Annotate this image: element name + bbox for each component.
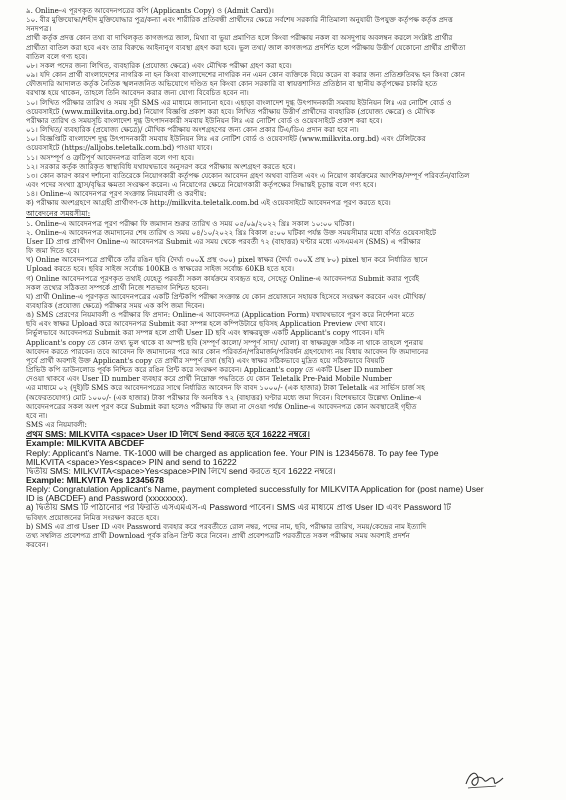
text-line: পূর্বে প্রার্থী অবশ্যই উক্ত Applicant's copy তে প্রার্থীর সম্পূর্ণ তথ্য (ছবি) এবং স্বাক্ষর সঠিকভাবে মুদ্রিত হয়ে সঠিকভাবে বিষয়টি (26, 355, 385, 365)
text-line: তথ্য সম্বলিত প্রবেশপত্র প্রার্থী Download পূর্বক রঙিন প্রিন্ট করে নিবেন। প্রার্থী প্রবেশপত্রটি পরবর্তীতে সকল পরীক্ষায় সময় অবশ্যই প্রদর্শন (26, 530, 410, 540)
text-line: আবেদনপত্রের সকল অংশ পূরণ করে Submit করা হলেও পরীক্ষার ফি জমা না দেওয়া পর্যন্ত Online-এ আবেদনপত্র কোন অবস্থাতেই গৃহীত (26, 401, 417, 411)
text-line: ফৌজদারি আদালত কর্তৃক নৈতিক স্খলনজনিত অভিযোগে দণ্ডিত হন কিংবা কোন সরকারি বা স্বায়ত্তশাসিত প্রতিষ্ঠান বা স্থানীয় কর্তৃপক্ষের চাকরি হতে (26, 79, 438, 89)
text-line: ০৯। যদি কোন প্রার্থী বাংলাদেশের নাগরিক না হন কিংবা বাংলাদেশের নাগরিক নন এমন কোন ব্যক্তিকে বিয়ে করেন বা করার জন্য প্রতিশ্রুতিবদ্ধ হন কিংবা কোন (26, 70, 465, 80)
section-heading: আবেদনের সময়সীমা: (26, 209, 91, 219)
text-line: ক) পরীক্ষায় অংশগ্রহণে আগ্রহী প্রার্থীগণ-কে http://milkvita.teletalk.com.bd এই ওয়েবসাইটে আবেদনপত্র পূরণ করতে হবে। (26, 198, 391, 208)
text-line: ভবিষ্যৎ প্রয়োজনের নিমিত্ত সংরক্ষণ করতে হবে। (26, 512, 160, 522)
sms-rules-heading: প্রথম SMS: MILKVITA <space> User ID লিখে Send করতে হবে 16222 নম্বরে। (26, 430, 310, 440)
text-line: আবেদন করতে পারবেন। তবে আবেদন ফি জমাদানের পরে আর কোন পরিবর্তন/পরিমার্জন/পরিবর্ধন গ্রহণযোগ্য নয় বিধায় আবেদন ফি জমাদানের (26, 346, 429, 356)
text-line: বাতিল বলে গণ্য হবে। (26, 51, 88, 61)
text-line: প্রার্থী কর্তৃক প্রদত্ত কোন তথ্য বা দাখিলকৃত কাগজপত্র জাল, মিথ্যা বা ভুয়া প্রমাণিত হলে কিংবা পরীক্ষায় নকল বা অসদুপায় অবলম্বন করলে সংশ্লিষ্ট প্রার্থীর (26, 33, 453, 43)
example-line: Reply: Congratulation Applicant's Name, payment completed successfully for MILKVITA Application for (post name) User (26, 485, 484, 495)
text-line: ফি জমা দিতে হবে। (26, 246, 80, 256)
text-line: SMS এর নিয়মাবলী: (26, 420, 87, 430)
text-line: ছবি এবং স্বাক্ষর Upload করে আবেদনপত্র Submit করা সম্পন্ন হলে কম্পিউটারে ছবিসহ Application Preview দেখা যাবে। (26, 319, 386, 329)
text-line: ব্যবহারিক (প্রযোজ্য ক্ষেত্রে) পরীক্ষার সময় এক কপি জমা দিবেন। (26, 301, 205, 310)
text-line: ওয়েবসাইটে (www.milkvita.org.bd) নিয়োগ বিজ্ঞপ্তি প্রকাশ করা হবে। লিখিত পরীক্ষায় উত্তীর্ণ প্রার্থীদের ব্যবহারিক (প্রযোজ্য ক্ষেত্রে) ও মৌখিক (26, 106, 435, 116)
signature-icon (462, 766, 504, 792)
text-line: হবে না। (26, 410, 48, 420)
text-line: সকল তথ্যের সঠিকতা সম্পর্কে প্রার্থী নিজে শতভাগ নিশ্চিত হবেন। (26, 282, 209, 292)
text-line: ৯. Online-এ পূরণকৃত আবেদনপত্রের কপি (Applicants Copy) ও (Admit Card)। (26, 6, 274, 15)
text-line: Applicant's copy তে কোন তথ্য ভুল থাকে বা অস্পষ্ট ছবি (সম্পূর্ণ কালো/ সম্পূর্ণ সাদা/ ঘোলা) বা স্বাক্ষরযুক্ত সঠিক না থাকে তাহলে পুনরায় (26, 337, 424, 347)
text-line: ১৪। Online-এ আবেদনপত্র পূরণ সংক্রান্ত নিয়মাবলী ও করণীয়: (26, 189, 207, 199)
text-line: ০১। লিখিত/ ব্যবহারিক (প্রযোজ্য ক্ষেত্রে)/ মৌখিক পরীক্ষায় অংশগ্রহণের জন্য কোন প্রকার টিএ/ডিএ প্রদান করা হবে না। (26, 125, 359, 135)
text-line: গ) Online আবেদনপত্রে পূরণকৃত তথ্যই যেহেতু পরবর্তী সকল কার্যক্রমে ব্যবহৃত হবে, সেহেতু Online-এ আবেদনপত্র Submit করার পূর্বেই (26, 273, 420, 283)
text-line: পরীক্ষার তারিখ ও সময়সূচি বাংলাদেশ দুগ্ধ উৎপাদনকারী সমবায় ইউনিয়ন লিঃ এর নোটিশ বোর্ড ও ওয়েবসাইটে প্রকাশ করা হবে। (26, 115, 383, 125)
text-line: ঙ) SMS প্রেরণের নিয়মাবলী ও পরীক্ষার ফি প্রদান: Online-এ আবেদনপত্র (Application Form) যথাযথভাবে পূরণ করে নির্দেশনা মতে (26, 310, 415, 320)
reply-line: MILKVITA <space>Yes<space> PIN and send to 16222 (26, 457, 237, 467)
text-line: ২. Online-এ আবেদনপত্র জমাদানের শেষ তারিখ ও সময় ০৪/১০/২০২২ খ্রিঃ বিকাল ৫:০০ ঘটিকা পর্যন্ত উক্ত সময়সীমার মধ্যে বর্ণিত ওয়েবসাইটে (26, 227, 437, 237)
text-line: প্রিভিউ কপি ডাউনলোড পূর্বক নিশ্চিত করে রঙিন প্রিন্ট করে সংরক্ষণ করবেন। Applicant's copy তে একটি User ID number (26, 365, 393, 375)
text-line: প্রার্থীতা বাতিল করা হবে এবং তার বিরুদ্ধে আইনানুগ ব্যবস্থা গ্রহণ করা হবে। ভুল তথ্য/ জাল কাগজপত্র প্রদর্শিত হলে পরীক্ষায় উত্তীর্ণ যেকোনো প্রার্থীর প্রার্থীতা (26, 42, 466, 52)
text-line: দেওয়া থাকবে এবং User ID number ব্যবহার করে প্রার্থী নিম্নোক্ত পদ্ধতিতে যে কোন Teletalk Pre-Paid Mobile Number (26, 374, 392, 384)
text-line: এবং পদের সংখ্যা হ্রাস/বৃদ্ধির ক্ষমতা সংরক্ষণ করেন। এ নিয়োগের ক্ষেত্রে নিয়োগকারী কর্তৃপক্ষের সিদ্ধান্তই চূড়ান্ত বলে গণ্য হবে। (26, 179, 377, 189)
text-line: ঘ) প্রার্থী Online-এ পূরণকৃত আবেদনপত্রের একটি প্রিন্টকপি পরীক্ষা সংক্রান্ত যে কোন প্রয়োজনে সহায়ক হিসেবে সংরক্ষণ করবেন এবং মৌখিক/ (26, 291, 426, 301)
second-sms-line: Example: MILKVITA Yes 12345678 (26, 475, 164, 485)
text-line: Upload করতে হবে। ছবির সাইজ সর্বোচ্চ 100KB ও স্বাক্ষরের সাইজ সর্বোচ্চ 60KB হতে হবে। (26, 264, 294, 274)
text-line: ১০. বীর মুক্তিযোদ্ধা/শহীদ মুক্তিযোদ্ধার পুত্র/কন্যা এবং শারীরিক প্রতিবন্ধী প্রার্থীদের ক্ষেত্রে সর্বশেষ সরকারি নীতিমালা অনুযায়ী উপযুক্ত কর্তৃপক্ষ কর্তৃক প্রদত্ত (26, 15, 453, 25)
text-line: ওয়েবসাইটে (https://alljobs.teletalk.com.bd) পাওয়া যাবে। (26, 143, 213, 153)
text-line: ১০। লিখিত পরীক্ষার তারিখ ও সময় সূচী SMS এর মাধ্যমে জানানো হবে। এছাড়া বাংলাদেশ দুগ্ধ উৎপাদনকারী সমবায় ইউনিয়ন লিঃ এর নোটিশ বোর্ড ও (26, 97, 452, 107)
text-line: খ) Online আবেদনপত্রে প্রার্থীকে তাঁর রঙিন ছবি (দৈর্ঘ্য ৩০০X প্রস্থ ৩০০) pixel স্বাক্ষর (দৈর্ঘ্য ৩০০X প্রস্থ ৮০) pixel স্থান করে নির্ধারিত স্থানে (26, 255, 428, 265)
text-line: b) SMS এর প্রাপ্ত User ID এবং Password ব্যবহার করে পরবর্তীতে রোল নম্বর, পদের নাম, ছবি, পরীক্ষার তারিখ, সময়/কেন্দ্রের নাম ইত্যাদি (26, 521, 427, 531)
text-line: User ID প্রাপ্ত প্রার্থীগণ Online-এ আবেদনপত্র Submit এর সময় থেকে পরবর্তী ৭২ (বাহাত্তর) ঘণ্টার মধ্যে এসএমএস (SMS) এ পরীক্ষার (26, 236, 421, 246)
text-line: (অফেরতযোগ্য) মোট ১০০০/- (এক হাজার) টাকা পরীক্ষার ফি অনধিক ৭২ (বাহাত্তর) ঘণ্টার মধ্যে জমা দিবেন। বিশেষভাবে উল্লেখ্য Online-এ (26, 392, 422, 402)
text-line: ১০। বিজ্ঞপ্তিটি বাংলাদেশ দুগ্ধ উৎপাদনকারী সমবায় ইউনিয়ন লিঃ এর নোটিশ বোর্ড ও ওয়েবসাইট (www.milkvita.org.bd) এবং টেলিটকের (26, 134, 426, 144)
text-line: নির্ভুলভাবে আবেদনপত্র Submit করা সম্পন্ন হলে প্রার্থী User ID ছবি এবং স্বাক্ষরযুক্ত একটি Applicant's copy পাবেন। যদি (26, 328, 385, 338)
reply-line: a) দ্বিতীয় SMS টি পাঠানোর পর ফিরতি এসএমএস-এ Password পাবেন। SMS এর মাধ্যমে প্রাপ্ত User ID এবং Password টি (26, 503, 451, 513)
text-line: ০৮। সকল পদের জন্য লিখিত, ব্যবহারিক (প্রযোজ্য ক্ষেত্রে) এবং মৌখিক পরীক্ষা গ্রহণ করা হবে। (26, 60, 292, 70)
reply-line: দ্বিতীয় SMS: MILKVITA<space>Yes<space>PIN লিখে send করতে হবে 16222 নম্বরে। (26, 466, 336, 476)
text-line: এর মাধ্যমে ০২ (দুই)টি SMS করে আবেদনপত্রের সাথে নির্ধারিত আবেদন ফি বাবদ ১০০০/- (এক হাজার) টাকা Teletalk এর সার্ভিস চার্জ সহ (26, 383, 425, 393)
reply-line: ID is (ABCDEF) and Password (xxxxxxxx). (26, 494, 188, 504)
text-line: ১৩। কোন কারণ কারণ দর্শানো ব্যতিরেকে নিয়োগকারী কর্তৃপক্ষ যেকোন আবেদন গ্রহণ অথবা বাতিল এবং এ নিয়োগ কার্যক্রমের আংশিক/সম্পূর্ণ পরিবর্তন/বাতিল (26, 170, 470, 180)
text-line: সনদপত্র। (26, 24, 52, 34)
first-sms-line: Example: MILKVITA ABCDEF (26, 439, 145, 449)
text-line: করবেন। (26, 540, 49, 550)
text-line: ১. Online-এ আবেদনপত্র পূরণ পরীক্ষা ফি জমাদান শুরুর তারিখ ও সময় ০৫/০৯/২০২২ খ্রিঃ সকাল ১০:০০ ঘটিকা। (26, 218, 355, 228)
example-line: Reply: Applicant's Name. TK-1000 will be charged as application fee. Your PIN is 12345678. To pay fee Type (26, 448, 439, 458)
text-line: ১২। সরকার কর্তৃক জারিকৃত স্বাস্থ্যবিধি যথাযথভাবে অনুসরণ করে পরীক্ষায় অংশগ্রহণ করতে হবে। (26, 161, 296, 171)
text-line: বরখাস্ত হয়ে থাকেন, তাহলে তিনি আবেদন করার জন্য যোগ্য বিবেচিত হবেন না। (26, 88, 249, 98)
text-line: ১১। অসম্পূর্ণ ও ত্রুটিপূর্ণ আবেদনপত্র বাতিল বলে গণ্য হবে। (26, 152, 194, 162)
